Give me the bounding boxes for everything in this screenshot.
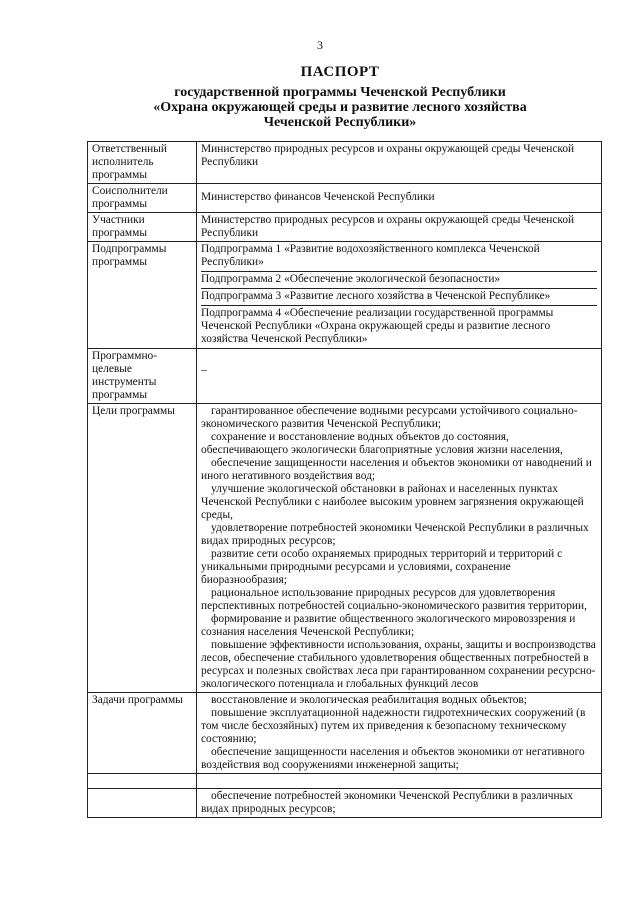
task-item: обеспечение потребностей экономики Чеченской Республики в различных видах природных ресурсов; — [201, 790, 573, 815]
title-main: ПАСПОРТ — [300, 64, 380, 80]
title-line-1: государственной программы Чеченской Республики — [174, 85, 506, 100]
subprograms-list — [197, 242, 602, 349]
table-row — [88, 693, 602, 774]
task-item: обеспечение защищенности населения и объектов экономики от негативного воздействия вод сооружениями инженерной защиты; — [201, 746, 585, 771]
task-item: повышение эксплуатационной надежности гидротехнических сооружений (в том числе бесхозяйных) путем их приведения к безопасному техническому состоянию; — [201, 707, 586, 745]
tasks-continued-list — [197, 789, 602, 818]
goals-list — [197, 404, 602, 693]
passport-table — [87, 141, 602, 818]
coexecutors-value: Министерство финансов Чеченской Республики — [201, 191, 435, 203]
document-title — [60, 64, 620, 130]
goal-item: рациональное использование природных ресурсов для удовлетворения перспективных потребностей социально-экономического развития территории, — [201, 587, 587, 612]
goal-item: сохранение и восстановление водных объектов до состояния, обеспечивающего экологически благоприятные условия жизни населения, — [201, 431, 563, 456]
table-row — [88, 349, 602, 404]
page-number: 3 — [317, 38, 323, 52]
goal-item: гарантированное обеспечение водными ресурсами устойчивого социально-экономического развития Чеченской Республики; — [201, 405, 578, 430]
spacer-cell — [88, 774, 197, 789]
row-value: Министерство природных ресурсов и охраны окружающей среды Чеченской Республики — [197, 142, 602, 184]
goal-item: повышение эффективности использования, охраны, защиты и воспроизводства лесов, обеспечение стабильного удовлетворения общественных потребностей в ресурсах и полезных свойствах леса при гарантированном сохранении ресурсно-экологического потенциала и глобальных функций лесов — [201, 639, 596, 690]
row-label: Участники программы — [88, 213, 197, 242]
instruments-value: – — [201, 364, 207, 376]
table-row — [88, 242, 602, 349]
table-row — [88, 142, 602, 184]
row-value — [197, 184, 602, 213]
table-row — [88, 789, 602, 818]
subprogram-item: Подпрограмма 4 «Обеспечение реализации государственной программы Чеченской Республики «Охрана окружающей среды и развитие лесного хозяйства Чеченской Республики» — [201, 307, 554, 345]
goal-item: развитие сети особо охраняемых природных территорий и территорий с уникальными природными ресурсами и условиями, сохранение биоразнообразия; — [201, 548, 563, 586]
tasks-list — [197, 693, 602, 774]
table-row — [88, 184, 602, 213]
table-spacer — [88, 774, 602, 789]
row-label: Цели программы — [88, 404, 197, 693]
row-label: Программно-целевые инструменты программы — [88, 349, 197, 404]
subprogram-item: Подпрограмма 2 «Обеспечение экологической безопасности» — [201, 272, 597, 289]
subprogram-item: Подпрограмма 1 «Развитие водохозяйственного комплекса Чеченской Республики» — [201, 242, 597, 272]
table-row — [88, 213, 602, 242]
row-label-empty — [88, 789, 197, 818]
row-value — [197, 349, 602, 404]
task-item: восстановление и экологическая реабилитация водных объектов; — [211, 694, 527, 706]
title-line-2: «Охрана окружающей среды и развитие лесного хозяйства — [153, 100, 527, 115]
spacer-cell — [197, 774, 602, 789]
title-line-3: Чеченской Республики» — [263, 115, 417, 130]
goal-item: обеспечение защищенности населения и объектов экономики от наводнений и иного негативного воздействия вод; — [201, 457, 592, 482]
row-label: Ответственный исполнитель программы — [88, 142, 197, 184]
goal-item: удовлетворение потребностей экономики Чеченской Республики в различных видах природных ресурсов; — [201, 522, 589, 547]
goal-item: улучшение экологической обстановки в районах и населенных пунктах Чеченской Республики с наиболее высоким уровнем загрязнения окружающей среды, — [201, 483, 584, 521]
row-value: Министерство природных ресурсов и охраны окружающей среды Чеченской Республики — [197, 213, 602, 242]
row-label: Подпрограммы программы — [88, 242, 197, 349]
table-row — [88, 404, 602, 693]
goal-item: формирование и развитие общественного экологического мировоззрения и сознания населения Чеченской Республики; — [201, 613, 576, 638]
row-label: Задачи программы — [88, 693, 197, 774]
subprogram-item: Подпрограмма 3 «Развитие лесного хозяйства в Чеченской Республике» — [201, 289, 597, 306]
row-label: Соисполнители программы — [88, 184, 197, 213]
